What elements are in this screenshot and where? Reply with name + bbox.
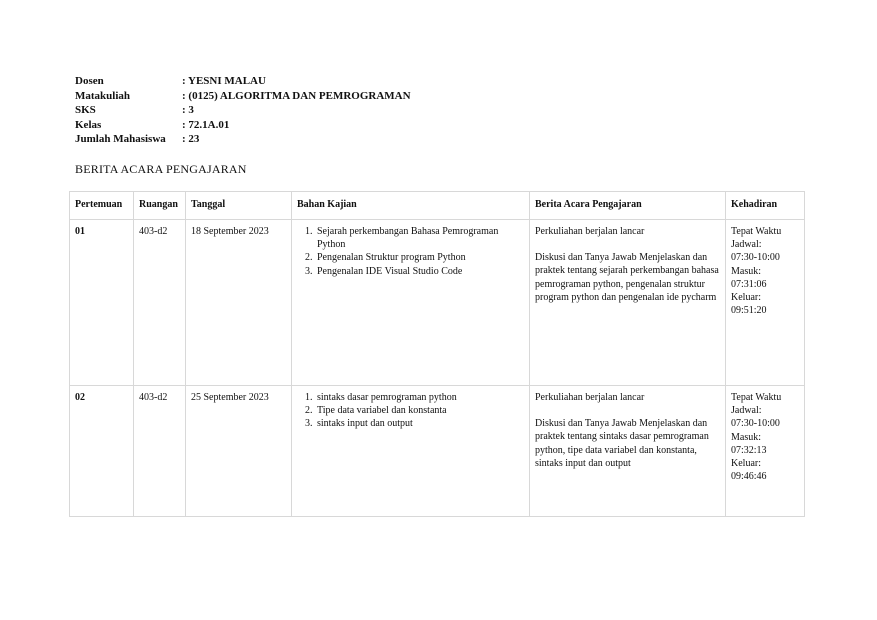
- kehadiran-jadwal-value: 07:30-10:00: [731, 418, 780, 430]
- cell-tanggal: 18 September 2023: [186, 220, 292, 386]
- cell-berita-acara: [530, 386, 726, 517]
- table-header-row: [70, 192, 805, 220]
- cell-kehadiran: [726, 386, 805, 517]
- info-value: : 23: [182, 133, 200, 146]
- cell-bahan-kajian: [292, 386, 530, 517]
- topic-item: 1. sintaks dasar pemrograman python: [315, 391, 524, 404]
- cell-bahan-kajian: [292, 220, 530, 386]
- info-label: SKS: [75, 104, 96, 117]
- info-row-kelas: [75, 118, 411, 133]
- berita-detail: Diskusi dan Tanya Jawab Menjelaskan dan praktek tentang sintaks dasar pemrograman python, tipe data variabel dan konstanta, sintaks input dan output: [535, 418, 709, 469]
- berita-status: Perkuliahan berjalan lancar: [535, 392, 645, 403]
- info-label: Dosen: [75, 75, 104, 87]
- kehadiran-jadwal-label: Jadwal:: [731, 239, 762, 251]
- topic-item: 2. Pengenalan Struktur program Python: [315, 251, 524, 264]
- kehadiran-jadwal-value: 07:30-10:00: [731, 252, 780, 264]
- header-kehadiran: Kehadiran: [726, 192, 805, 220]
- cell-ruangan: 403-d2: [134, 386, 186, 517]
- header-tanggal: Tanggal: [186, 192, 292, 220]
- topic-list: [297, 225, 524, 278]
- topic-item: 2. Tipe data variabel dan konstanta: [315, 404, 524, 417]
- info-value: : 3: [182, 104, 194, 117]
- kehadiran-status: Tepat Waktu: [731, 392, 782, 403]
- header-pertemuan: Pertemuan: [70, 192, 134, 220]
- cell-pertemuan: 02: [70, 386, 134, 517]
- header-ruangan: Ruangan: [134, 192, 186, 220]
- kehadiran-masuk-value: 07:31:06: [731, 278, 767, 290]
- info-label: Kelas: [75, 118, 102, 131]
- table-row: [70, 386, 805, 517]
- info-value: : YESNI MALAU: [182, 75, 266, 87]
- section-title: BERITA ACARA PENGAJARAN: [75, 162, 247, 176]
- kehadiran-keluar-label: Keluar:: [731, 458, 761, 470]
- topic-item: 3. sintaks input dan output: [315, 417, 524, 430]
- topic-item: 1. Sejarah perkembangan Bahasa Pemrograman Python: [315, 225, 524, 251]
- info-row-dosen: [75, 74, 411, 89]
- info-label: Jumlah Mahasiswa: [75, 133, 166, 146]
- kehadiran-keluar-value: 09:46:46: [731, 471, 767, 483]
- kehadiran-masuk-label: Masuk:: [731, 431, 761, 443]
- course-info: [75, 74, 411, 147]
- header-bahan-kajian: Bahan Kajian: [292, 192, 530, 220]
- header-berita-acara: Berita Acara Pengajaran: [530, 192, 726, 220]
- info-row-jumlah-mahasiswa: [75, 132, 411, 147]
- cell-tanggal: 25 September 2023: [186, 386, 292, 517]
- info-value: : 72.1A.01: [182, 118, 230, 131]
- berita-status: Perkuliahan berjalan lancar: [535, 226, 645, 237]
- cell-berita-acara: [530, 220, 726, 386]
- cell-kehadiran: [726, 220, 805, 386]
- teaching-record-table: [69, 191, 805, 517]
- info-row-matakuliah: [75, 89, 411, 104]
- info-row-sks: [75, 103, 411, 118]
- info-label: Matakuliah: [75, 89, 131, 102]
- kehadiran-masuk-label: Masuk:: [731, 265, 761, 277]
- kehadiran-jadwal-label: Jadwal:: [731, 405, 762, 417]
- kehadiran-masuk-value: 07:32:13: [731, 444, 767, 456]
- info-value: : (0125) ALGORITMA DAN PEMROGRAMAN: [182, 89, 411, 102]
- cell-pertemuan: 01: [70, 220, 134, 386]
- berita-detail: Diskusi dan Tanya Jawab Menjelaskan dan praktek tentang sejarah perkembangan bahasa pemrograman python, pengenalan struktur program python dan pengenalan ide pycharm: [535, 252, 719, 303]
- kehadiran-keluar-value: 09:51:20: [731, 305, 767, 317]
- topic-list: [297, 391, 524, 431]
- kehadiran-keluar-label: Keluar:: [731, 292, 761, 304]
- cell-ruangan: 403-d2: [134, 220, 186, 386]
- table-row: [70, 220, 805, 386]
- kehadiran-status: Tepat Waktu: [731, 226, 782, 237]
- topic-item: 3. Pengenalan IDE Visual Studio Code: [315, 265, 524, 278]
